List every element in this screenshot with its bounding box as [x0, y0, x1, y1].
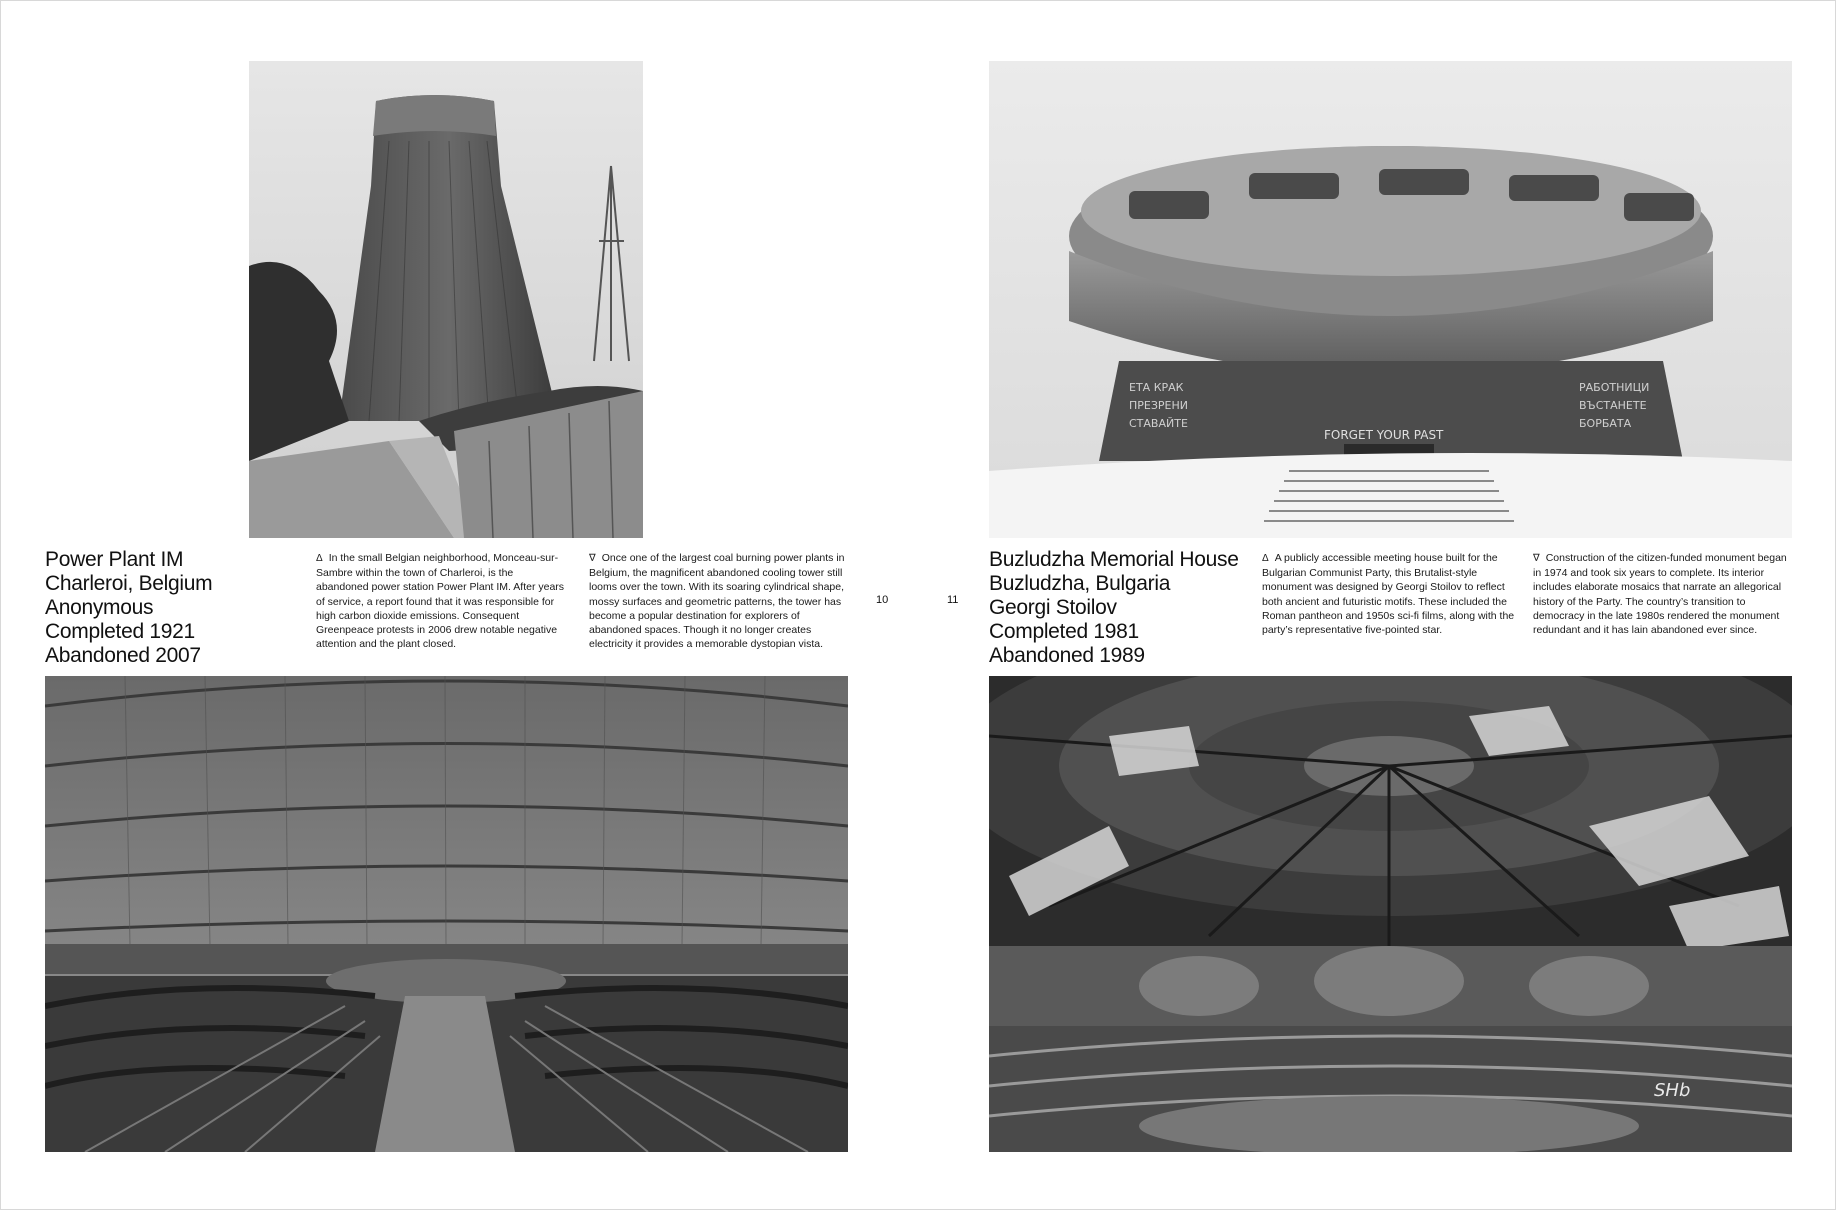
cooling-tower-interior-photo: [45, 676, 848, 1152]
right-body-column-2: [1533, 551, 1789, 637]
right-headline-line: Abandoned 1989: [989, 644, 1145, 667]
page-number-right: 11: [947, 594, 959, 606]
left-body-column-1: [316, 551, 568, 651]
buzludzha-exterior-photo: [989, 61, 1792, 538]
right-body-text-2: Construction of the citizen-funded monument began in 1974 and took six years to complete. Its interior includes elaborate mosaics that narrate an allegorical history of the Party. The country’s transition to democracy in the late 1980s rendered the monument redundant and it has lain abandoned ever since.: [1533, 552, 1787, 637]
left-headline-line: Power Plant IM: [45, 548, 184, 571]
up-triangle-icon: Δ: [316, 553, 323, 564]
left-headline-line: Charleroi, Belgium: [45, 572, 213, 595]
right-body-column-1: [1262, 551, 1521, 637]
svg-text:СТАВАЙТЕ: СТАВАЙТЕ: [1129, 417, 1188, 430]
cooling-tower-interior-illustration: [45, 676, 848, 1152]
buzludzha-exterior-illustration: [989, 61, 1792, 538]
svg-text:ВЪСТАНЕТЕ: ВЪСТАНЕТЕ: [1579, 399, 1647, 412]
right-headline-line: Completed 1981: [989, 620, 1139, 643]
right-body-text-1: A publicly accessible meeting house built for the Bulgarian Communist Party, this Brutalist-style monument was designed by Georgi Stoilov to reflect both ancient and futuristic motifs. These included the Roman pantheon and 1950s sci-fi films, along with the party’s representative five-pointed star.: [1262, 552, 1515, 637]
cooling-tower-photo: [249, 61, 643, 538]
left-headline: [45, 548, 212, 668]
left-headline-line: Anonymous: [45, 596, 154, 619]
svg-text:ЕТА КРАК: ЕТА КРАК: [1129, 381, 1184, 394]
svg-text:РАБОТНИЦИ: РАБОТНИЦИ: [1579, 381, 1650, 394]
left-body-text-2: Once one of the largest coal burning power plants in Belgium, the magnificent abandoned cooling tower still looms over the town. With its soaring cylindrical shape, mossy surfaces and geometric patterns, the tower has become a popular destination for explorers of abandoned spaces. Though it no longer creates electricity it provides a memorable dystopian vista.: [589, 552, 845, 651]
right-headline-line: Buzludzha, Bulgaria: [989, 572, 1171, 595]
cooling-tower-illustration: [249, 61, 643, 538]
right-headline-line: Buzludzha Memorial House: [989, 548, 1239, 571]
down-triangle-icon: ∇: [1533, 553, 1540, 564]
up-triangle-icon: Δ: [1262, 553, 1269, 564]
buzludzha-interior-illustration: [989, 676, 1792, 1152]
svg-text:ПРЕЗРЕНИ: ПРЕЗРЕНИ: [1129, 399, 1188, 412]
page-number-left: 10: [876, 594, 889, 606]
right-headline: [989, 548, 1239, 668]
left-body-text-1: In the small Belgian neighborhood, Monceau-sur-Sambre within the town of Charleroi, is the abandoned power station Power Plant IM. After years of service, a report found that it was responsible for high carbon dioxide emissions. Consequent Greenpeace protests in 2006 drew notable negative attention and the plant closed.: [316, 552, 565, 651]
graffiti-text: SHb: [1654, 1080, 1691, 1101]
buzludzha-interior-photo: [989, 676, 1792, 1152]
left-headline-line: Abandoned 2007: [45, 644, 201, 667]
left-body-column-2: [589, 551, 845, 651]
monument-inscription: FORGET YOUR PAST: [1324, 428, 1444, 442]
right-headline-line: Georgi Stoilov: [989, 596, 1117, 619]
left-headline-line: Completed 1921: [45, 620, 195, 643]
down-triangle-icon: ∇: [589, 553, 596, 564]
svg-text:БОРБАТА: БОРБАТА: [1579, 417, 1632, 430]
